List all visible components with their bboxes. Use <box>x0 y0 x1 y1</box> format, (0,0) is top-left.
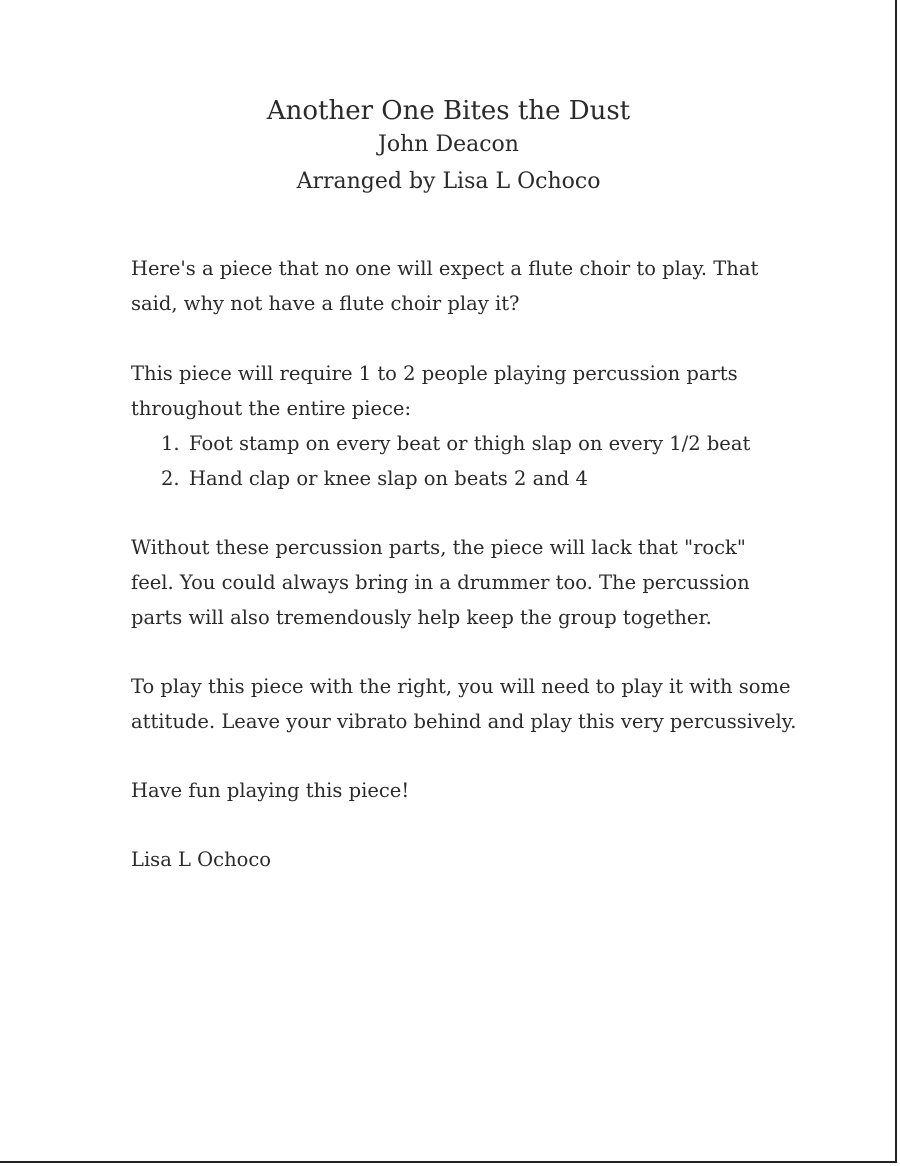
text-line: To play this piece with the right, you will need to play it with some <box>131 675 791 698</box>
list-number: 1. <box>161 432 180 455</box>
text-line: attitude. Leave your vibrato behind and play this very percussively. <box>131 710 797 733</box>
closing-line: Have fun playing this piece! <box>131 779 410 802</box>
intro-paragraph <box>131 251 791 321</box>
list-item <box>161 426 791 461</box>
list-item-text: Foot stamp on every beat or thigh slap on every 1/2 beat <box>189 432 751 455</box>
percussion-paragraph <box>131 356 791 496</box>
list-item-text: Hand clap or knee slap on beats 2 and 4 <box>189 467 588 490</box>
attitude-paragraph <box>131 669 797 739</box>
rock-feel-paragraph <box>131 530 791 635</box>
text-line: throughout the entire piece: <box>131 397 412 420</box>
text-line: feel. You could always bring in a drummer too. The percussion <box>131 571 750 594</box>
text-line: Without these percussion parts, the piece will lack that "rock" <box>131 536 746 559</box>
piece-title: Another One Bites the Dust <box>266 96 631 126</box>
arranger-credit: Arranged by Lisa L Ochoco <box>296 169 601 194</box>
signature: Lisa L Ochoco <box>131 848 272 871</box>
text-line: said, why not have a flute choir play it? <box>131 292 520 315</box>
list-item <box>161 461 791 496</box>
text-line: parts will also tremendously help keep the group together. <box>131 606 712 629</box>
text-line: This piece will require 1 to 2 people playing percussion parts <box>131 362 738 385</box>
percussion-list <box>131 426 791 496</box>
composer-name: John Deacon <box>378 132 519 157</box>
list-number: 2. <box>161 467 180 490</box>
text-line: Here's a piece that no one will expect a flute choir to play. That <box>131 257 759 280</box>
